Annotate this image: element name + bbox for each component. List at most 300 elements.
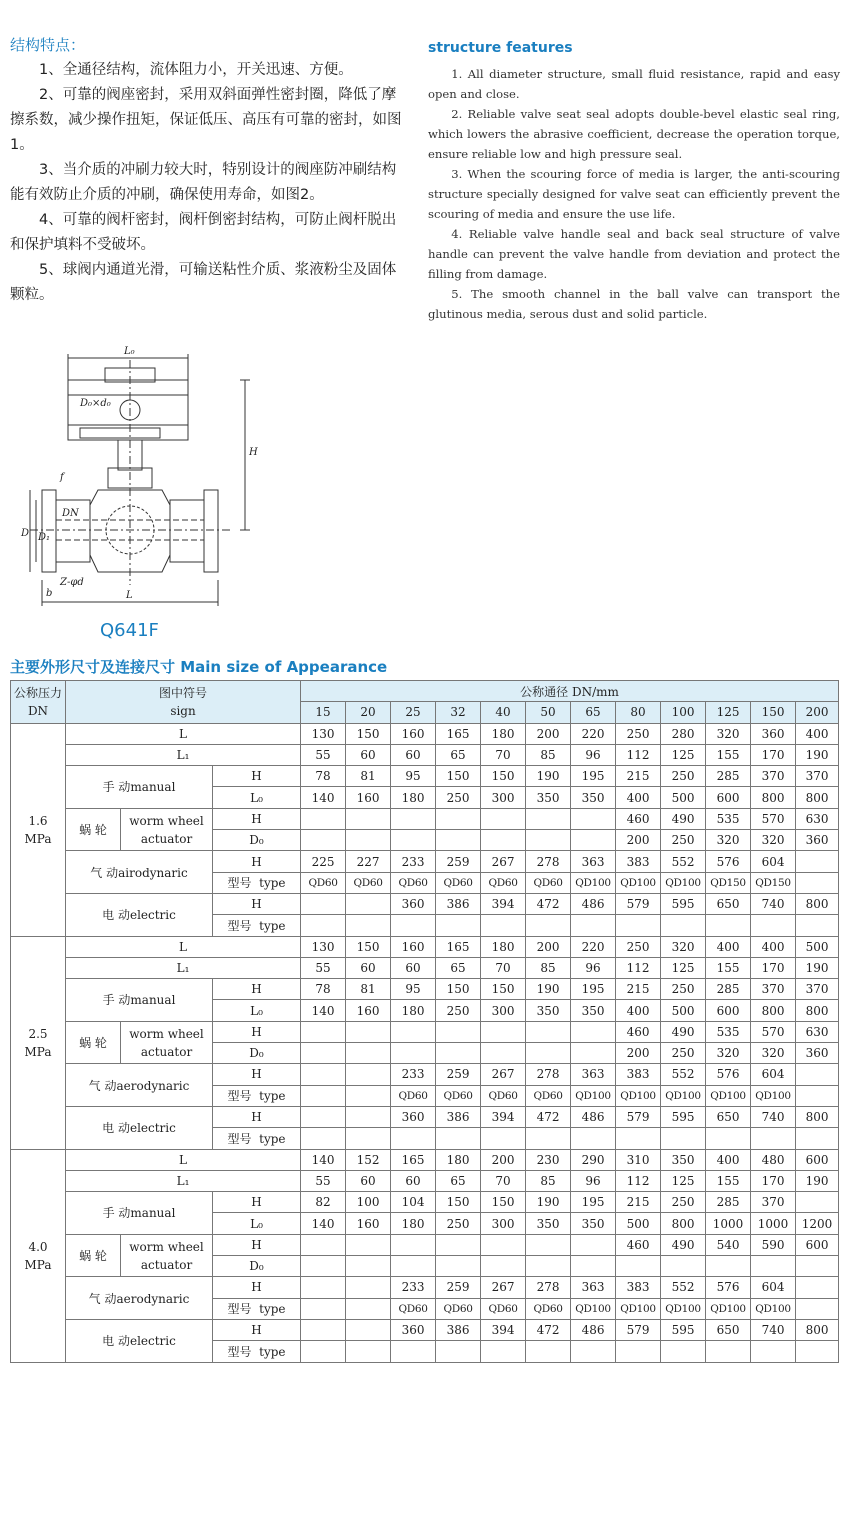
en-point: 1. All diameter structure, small fluid resistance, rapid and easy open and close. — [428, 67, 840, 101]
worm-label-zh: 蜗 轮 — [66, 808, 121, 851]
value-cell: 60 — [391, 1170, 436, 1191]
row-manual-H — [11, 766, 839, 787]
value-cell — [526, 915, 571, 936]
value-cell: 350 — [526, 787, 571, 808]
row-elec-H — [11, 893, 839, 914]
value-cell: 104 — [391, 1192, 436, 1213]
value-cell — [436, 1128, 481, 1149]
value-cell: 125 — [661, 957, 706, 978]
value-cell: 472 — [526, 893, 571, 914]
dn-header: 公称通径 DN/mm — [301, 681, 839, 702]
value-cell: 96 — [571, 957, 616, 978]
worm-label-en: worm wheel actuator — [121, 1234, 213, 1277]
value-cell — [796, 1128, 839, 1149]
value-cell: 280 — [661, 723, 706, 744]
value-cell: QD100 — [616, 1085, 661, 1106]
value-cell: 140 — [301, 787, 346, 808]
value-cell: 604 — [751, 1277, 796, 1298]
value-cell: 278 — [526, 851, 571, 872]
value-cell: 386 — [436, 1319, 481, 1340]
sign-header: 图中符号 sign — [66, 681, 301, 724]
value-cell: 250 — [661, 1192, 706, 1213]
row-air-H — [11, 1277, 839, 1298]
value-cell — [481, 1234, 526, 1255]
label-b: b — [46, 588, 53, 599]
value-cell — [706, 1256, 751, 1277]
value-cell — [301, 1234, 346, 1255]
value-cell: 82 — [301, 1192, 346, 1213]
value-cell — [391, 1043, 436, 1064]
cn-point: 2、可靠的阀座密封，采用双斜面弹性密封圈，降低了摩擦系数，减少操作扭矩，保证低压、高压有可靠的密封，如图1。 — [10, 87, 402, 153]
value-cell — [436, 1043, 481, 1064]
row-manual-H — [11, 979, 839, 1000]
value-cell — [301, 915, 346, 936]
value-cell: QD150 — [751, 872, 796, 893]
value-cell: 96 — [571, 1170, 616, 1191]
value-cell: QD60 — [481, 1298, 526, 1319]
value-cell: 630 — [796, 808, 839, 829]
value-cell — [571, 1128, 616, 1149]
row-L — [11, 1149, 839, 1170]
value-cell: QD100 — [706, 1298, 751, 1319]
value-cell: 150 — [436, 1192, 481, 1213]
value-cell — [751, 1128, 796, 1149]
value-cell: 490 — [661, 808, 706, 829]
value-cell: 360 — [796, 830, 839, 851]
value-cell: QD100 — [751, 1085, 796, 1106]
sign-type: 型号 type — [213, 872, 301, 893]
value-cell: 85 — [526, 957, 571, 978]
value-cell: 400 — [706, 936, 751, 957]
value-cell — [796, 1192, 839, 1213]
value-cell: 604 — [751, 851, 796, 872]
value-cell: 460 — [616, 808, 661, 829]
value-cell: 590 — [751, 1234, 796, 1255]
value-cell: 65 — [436, 1170, 481, 1191]
value-cell: 60 — [346, 744, 391, 765]
value-cell: 125 — [661, 744, 706, 765]
value-cell: 350 — [571, 787, 616, 808]
value-cell — [301, 1064, 346, 1085]
sign-L1: L₁ — [66, 957, 301, 978]
sign-L: L — [66, 1149, 301, 1170]
sign-D0: D₀ — [213, 830, 301, 851]
value-cell: QD60 — [391, 1085, 436, 1106]
value-cell: 500 — [616, 1213, 661, 1234]
value-cell — [301, 1256, 346, 1277]
value-cell: 95 — [391, 766, 436, 787]
value-cell — [301, 1085, 346, 1106]
manual-label: 手 动manual — [66, 766, 213, 809]
value-cell: QD100 — [616, 1298, 661, 1319]
value-cell — [796, 1341, 839, 1362]
value-cell — [706, 915, 751, 936]
value-cell — [571, 1021, 616, 1042]
value-cell — [391, 1341, 436, 1362]
value-cell — [751, 915, 796, 936]
value-cell: 360 — [391, 893, 436, 914]
sign-type: 型号 type — [213, 1085, 301, 1106]
value-cell — [571, 1341, 616, 1362]
value-cell: 370 — [751, 1192, 796, 1213]
sign-H: H — [213, 1277, 301, 1298]
actuator-outline — [68, 380, 188, 440]
value-cell: 320 — [661, 936, 706, 957]
value-cell — [526, 1256, 571, 1277]
value-cell: 165 — [391, 1149, 436, 1170]
value-cell: 155 — [706, 744, 751, 765]
worm-label-zh: 蜗 轮 — [66, 1234, 121, 1277]
value-cell: 180 — [436, 1149, 481, 1170]
value-cell: 165 — [436, 936, 481, 957]
value-cell — [346, 830, 391, 851]
value-cell: 383 — [616, 1064, 661, 1085]
value-cell: 383 — [616, 1277, 661, 1298]
value-cell — [796, 1256, 839, 1277]
value-cell: 55 — [301, 957, 346, 978]
sign-L0: L₀ — [213, 1213, 301, 1234]
en-features-heading: structure features — [428, 40, 573, 56]
elec-label: 电 动electric — [66, 1319, 213, 1362]
value-cell: QD100 — [661, 1298, 706, 1319]
dn-cell: 40 — [481, 702, 526, 723]
value-cell — [301, 1106, 346, 1127]
value-cell — [706, 1128, 751, 1149]
value-cell: 370 — [751, 766, 796, 787]
value-cell: 285 — [706, 766, 751, 787]
value-cell: 60 — [346, 957, 391, 978]
size-table — [10, 680, 839, 1363]
value-cell — [301, 1298, 346, 1319]
air-label: 气 动aerodynaric — [66, 1277, 213, 1320]
size-table-title: 主要外形尺寸及连接尺寸 Main size of Appearance — [10, 658, 388, 676]
value-cell: 55 — [301, 744, 346, 765]
value-cell: 579 — [616, 1319, 661, 1340]
value-cell — [571, 830, 616, 851]
value-cell: QD60 — [436, 1085, 481, 1106]
label-D1: D₁ — [38, 532, 51, 543]
value-cell: 800 — [796, 1106, 839, 1127]
value-cell: 152 — [346, 1149, 391, 1170]
value-cell — [571, 1256, 616, 1277]
value-cell: 320 — [706, 830, 751, 851]
value-cell: 100 — [346, 1192, 391, 1213]
value-cell — [391, 830, 436, 851]
sign-D0: D₀ — [213, 1043, 301, 1064]
value-cell — [526, 808, 571, 829]
value-cell: 600 — [796, 1234, 839, 1255]
value-cell — [481, 808, 526, 829]
value-cell: 130 — [301, 936, 346, 957]
value-cell: 386 — [436, 1106, 481, 1127]
pressure-cell: 2.5 MPa — [11, 936, 66, 1149]
value-cell — [571, 915, 616, 936]
value-cell: 595 — [661, 1106, 706, 1127]
elec-label: 电 动electric — [66, 893, 213, 936]
row-worm-H — [11, 808, 839, 829]
value-cell — [436, 1341, 481, 1362]
valve-drawing — [20, 340, 260, 615]
value-cell: QD100 — [706, 1085, 751, 1106]
value-cell: 200 — [526, 936, 571, 957]
value-cell — [526, 1128, 571, 1149]
en-features-list — [428, 64, 840, 324]
value-cell: 500 — [796, 936, 839, 957]
value-cell: 259 — [436, 1277, 481, 1298]
en-point: 4. Reliable valve handle seal and back seal structure of valve handle can prevent the valve handle from deviation and protect the filling from damage. — [428, 227, 840, 281]
value-cell: 150 — [481, 1192, 526, 1213]
sign-L0: L₀ — [213, 787, 301, 808]
value-cell: 1000 — [751, 1213, 796, 1234]
value-cell: 370 — [751, 979, 796, 1000]
sign-L0: L₀ — [213, 1000, 301, 1021]
value-cell: 579 — [616, 893, 661, 914]
value-cell: 363 — [571, 1277, 616, 1298]
value-cell — [481, 830, 526, 851]
value-cell: 180 — [391, 787, 436, 808]
value-cell — [481, 1021, 526, 1042]
value-cell — [706, 1341, 751, 1362]
row-worm-H — [11, 1021, 839, 1042]
value-cell: 650 — [706, 893, 751, 914]
value-cell: 60 — [346, 1170, 391, 1191]
value-cell: 190 — [796, 957, 839, 978]
value-cell: 630 — [796, 1021, 839, 1042]
value-cell: 195 — [571, 979, 616, 1000]
cn-point: 5、球阀内通道光滑，可输送粘性介质、浆液粉尘及固体颗粒。 — [10, 262, 397, 303]
value-cell: 800 — [661, 1213, 706, 1234]
value-cell — [346, 1319, 391, 1340]
value-cell: QD60 — [526, 872, 571, 893]
label-L: L — [126, 590, 133, 601]
value-cell: 250 — [661, 766, 706, 787]
dn-cell: 50 — [526, 702, 571, 723]
cn-point: 3、当介质的冲刷力较大时，特别设计的阀座防冲刷结构能有效防止介质的冲刷，确保使用寿命，如图2。 — [10, 162, 397, 203]
value-cell — [481, 1341, 526, 1362]
value-cell: 125 — [661, 1170, 706, 1191]
value-cell: 160 — [346, 787, 391, 808]
value-cell: 112 — [616, 957, 661, 978]
value-cell: QD60 — [481, 872, 526, 893]
value-cell: 800 — [796, 1000, 839, 1021]
value-cell — [661, 915, 706, 936]
value-cell: 70 — [481, 1170, 526, 1191]
label-Z-phid: Z-φd — [60, 577, 84, 588]
row-L1 — [11, 957, 839, 978]
value-cell — [346, 1085, 391, 1106]
value-cell — [796, 1085, 839, 1106]
value-cell: 267 — [481, 1064, 526, 1085]
cn-point: 1、全通径结构，流体阻力小，开关迅速、方便。 — [39, 62, 353, 78]
value-cell — [436, 830, 481, 851]
value-cell: 285 — [706, 979, 751, 1000]
en-point: 3. When the scouring force of media is larger, the anti-scouring structure specially designed for valve seat can efficiently prevent the scouring of media and ensure the use life. — [428, 167, 840, 221]
value-cell: 490 — [661, 1021, 706, 1042]
value-cell — [436, 1234, 481, 1255]
value-cell: 400 — [706, 1149, 751, 1170]
value-cell: 740 — [751, 1106, 796, 1127]
model-label: Q641F — [100, 620, 159, 641]
value-cell: 360 — [751, 723, 796, 744]
value-cell: 394 — [481, 1319, 526, 1340]
value-cell — [526, 1234, 571, 1255]
dn-cell: 200 — [796, 702, 839, 723]
value-cell — [481, 1256, 526, 1277]
value-cell: 486 — [571, 1319, 616, 1340]
value-cell — [391, 915, 436, 936]
value-cell: 160 — [391, 936, 436, 957]
value-cell: 370 — [796, 766, 839, 787]
value-cell: 486 — [571, 1106, 616, 1127]
value-cell: 150 — [346, 723, 391, 744]
value-cell: 200 — [616, 1043, 661, 1064]
value-cell: 300 — [481, 787, 526, 808]
size-table-body — [11, 681, 839, 1363]
value-cell: 400 — [616, 1000, 661, 1021]
value-cell: 1200 — [796, 1213, 839, 1234]
value-cell: 78 — [301, 766, 346, 787]
cn-features-list — [10, 58, 410, 308]
value-cell: 800 — [796, 787, 839, 808]
value-cell: 227 — [346, 851, 391, 872]
value-cell: 170 — [751, 744, 796, 765]
value-cell: 233 — [391, 851, 436, 872]
value-cell — [481, 1043, 526, 1064]
value-cell: 370 — [796, 979, 839, 1000]
manual-label: 手 动manual — [66, 1192, 213, 1235]
value-cell: 386 — [436, 893, 481, 914]
value-cell: QD60 — [301, 872, 346, 893]
row-air-H — [11, 1064, 839, 1085]
value-cell: 190 — [796, 1170, 839, 1191]
value-cell: QD60 — [436, 872, 481, 893]
manual-label: 手 动manual — [66, 979, 213, 1022]
value-cell — [346, 1298, 391, 1319]
value-cell: 595 — [661, 893, 706, 914]
value-cell — [526, 1341, 571, 1362]
label-DN: DN — [62, 508, 79, 519]
value-cell — [751, 1341, 796, 1362]
value-cell: 215 — [616, 979, 661, 1000]
sign-type: 型号 type — [213, 915, 301, 936]
sign-H: H — [213, 1106, 301, 1127]
value-cell: 155 — [706, 957, 751, 978]
value-cell: 800 — [796, 893, 839, 914]
value-cell — [616, 915, 661, 936]
value-cell: 95 — [391, 979, 436, 1000]
value-cell — [346, 893, 391, 914]
value-cell: QD150 — [706, 872, 751, 893]
value-cell: 460 — [616, 1021, 661, 1042]
en-point: 2. Reliable valve seat seal adopts double-bevel elastic seal ring, which lowers the abrasive coefficient, decrease the operation torque, ensure reliable low and high pressure seal. — [428, 107, 840, 161]
worm-label-en: worm wheel actuator — [121, 808, 213, 851]
value-cell: 552 — [661, 1064, 706, 1085]
value-cell: 320 — [706, 1043, 751, 1064]
row-L1 — [11, 1170, 839, 1191]
sign-H: H — [213, 851, 301, 872]
value-cell: 360 — [391, 1106, 436, 1127]
value-cell — [301, 1319, 346, 1340]
value-cell — [391, 808, 436, 829]
value-cell — [796, 851, 839, 872]
value-cell — [346, 1106, 391, 1127]
value-cell: QD60 — [391, 1298, 436, 1319]
value-cell: QD60 — [526, 1298, 571, 1319]
value-cell: QD60 — [346, 872, 391, 893]
value-cell: 200 — [526, 723, 571, 744]
value-cell: 233 — [391, 1064, 436, 1085]
dn-cell: 125 — [706, 702, 751, 723]
value-cell: 650 — [706, 1319, 751, 1340]
value-cell: 180 — [481, 936, 526, 957]
value-cell: 250 — [661, 830, 706, 851]
value-cell: 70 — [481, 744, 526, 765]
value-cell — [796, 1064, 839, 1085]
value-cell: 190 — [796, 744, 839, 765]
value-cell: 150 — [481, 979, 526, 1000]
value-cell: 570 — [751, 808, 796, 829]
value-cell — [346, 1064, 391, 1085]
sign-H: H — [213, 1192, 301, 1213]
value-cell: 490 — [661, 1234, 706, 1255]
value-cell — [661, 1256, 706, 1277]
value-cell — [301, 1043, 346, 1064]
en-point: 5. The smooth channel in the ball valve can transport the glutinous media, serous dust and solid particle. — [428, 287, 840, 321]
value-cell: 1000 — [706, 1213, 751, 1234]
row-L — [11, 936, 839, 957]
sign-H: H — [213, 979, 301, 1000]
value-cell — [526, 1043, 571, 1064]
value-cell: 140 — [301, 1000, 346, 1021]
sign-D0: D₀ — [213, 1256, 301, 1277]
value-cell: 60 — [391, 744, 436, 765]
value-cell: 215 — [616, 1192, 661, 1213]
sign-L1: L₁ — [66, 744, 301, 765]
value-cell: 250 — [436, 1000, 481, 1021]
value-cell: 285 — [706, 1192, 751, 1213]
value-cell: 535 — [706, 1021, 751, 1042]
value-cell — [481, 915, 526, 936]
value-cell — [481, 1128, 526, 1149]
value-cell — [391, 1234, 436, 1255]
value-cell: 170 — [751, 1170, 796, 1191]
value-cell — [436, 915, 481, 936]
row-L — [11, 723, 839, 744]
value-cell — [301, 893, 346, 914]
value-cell: 165 — [436, 723, 481, 744]
value-cell: 160 — [346, 1213, 391, 1234]
value-cell: QD60 — [526, 1085, 571, 1106]
dn-cell: 15 — [301, 702, 346, 723]
value-cell: 800 — [751, 787, 796, 808]
value-cell — [796, 1298, 839, 1319]
value-cell: QD60 — [481, 1085, 526, 1106]
worm-label-zh: 蜗 轮 — [66, 1021, 121, 1064]
cn-point: 4、可靠的阀杆密封，阀杆倒密封结构，可防止阀杆脱出和保护填料不受破坏。 — [10, 212, 397, 253]
dn-cell: 20 — [346, 702, 391, 723]
sign-L1: L₁ — [66, 1170, 301, 1191]
pressure-cell: 4.0 MPa — [11, 1149, 66, 1362]
value-cell: 112 — [616, 1170, 661, 1191]
value-cell: 65 — [436, 744, 481, 765]
value-cell: 233 — [391, 1277, 436, 1298]
value-cell: 259 — [436, 1064, 481, 1085]
value-cell: 350 — [571, 1213, 616, 1234]
value-cell: 180 — [391, 1000, 436, 1021]
value-cell: 200 — [616, 830, 661, 851]
sign-L: L — [66, 723, 301, 744]
value-cell: 70 — [481, 957, 526, 978]
